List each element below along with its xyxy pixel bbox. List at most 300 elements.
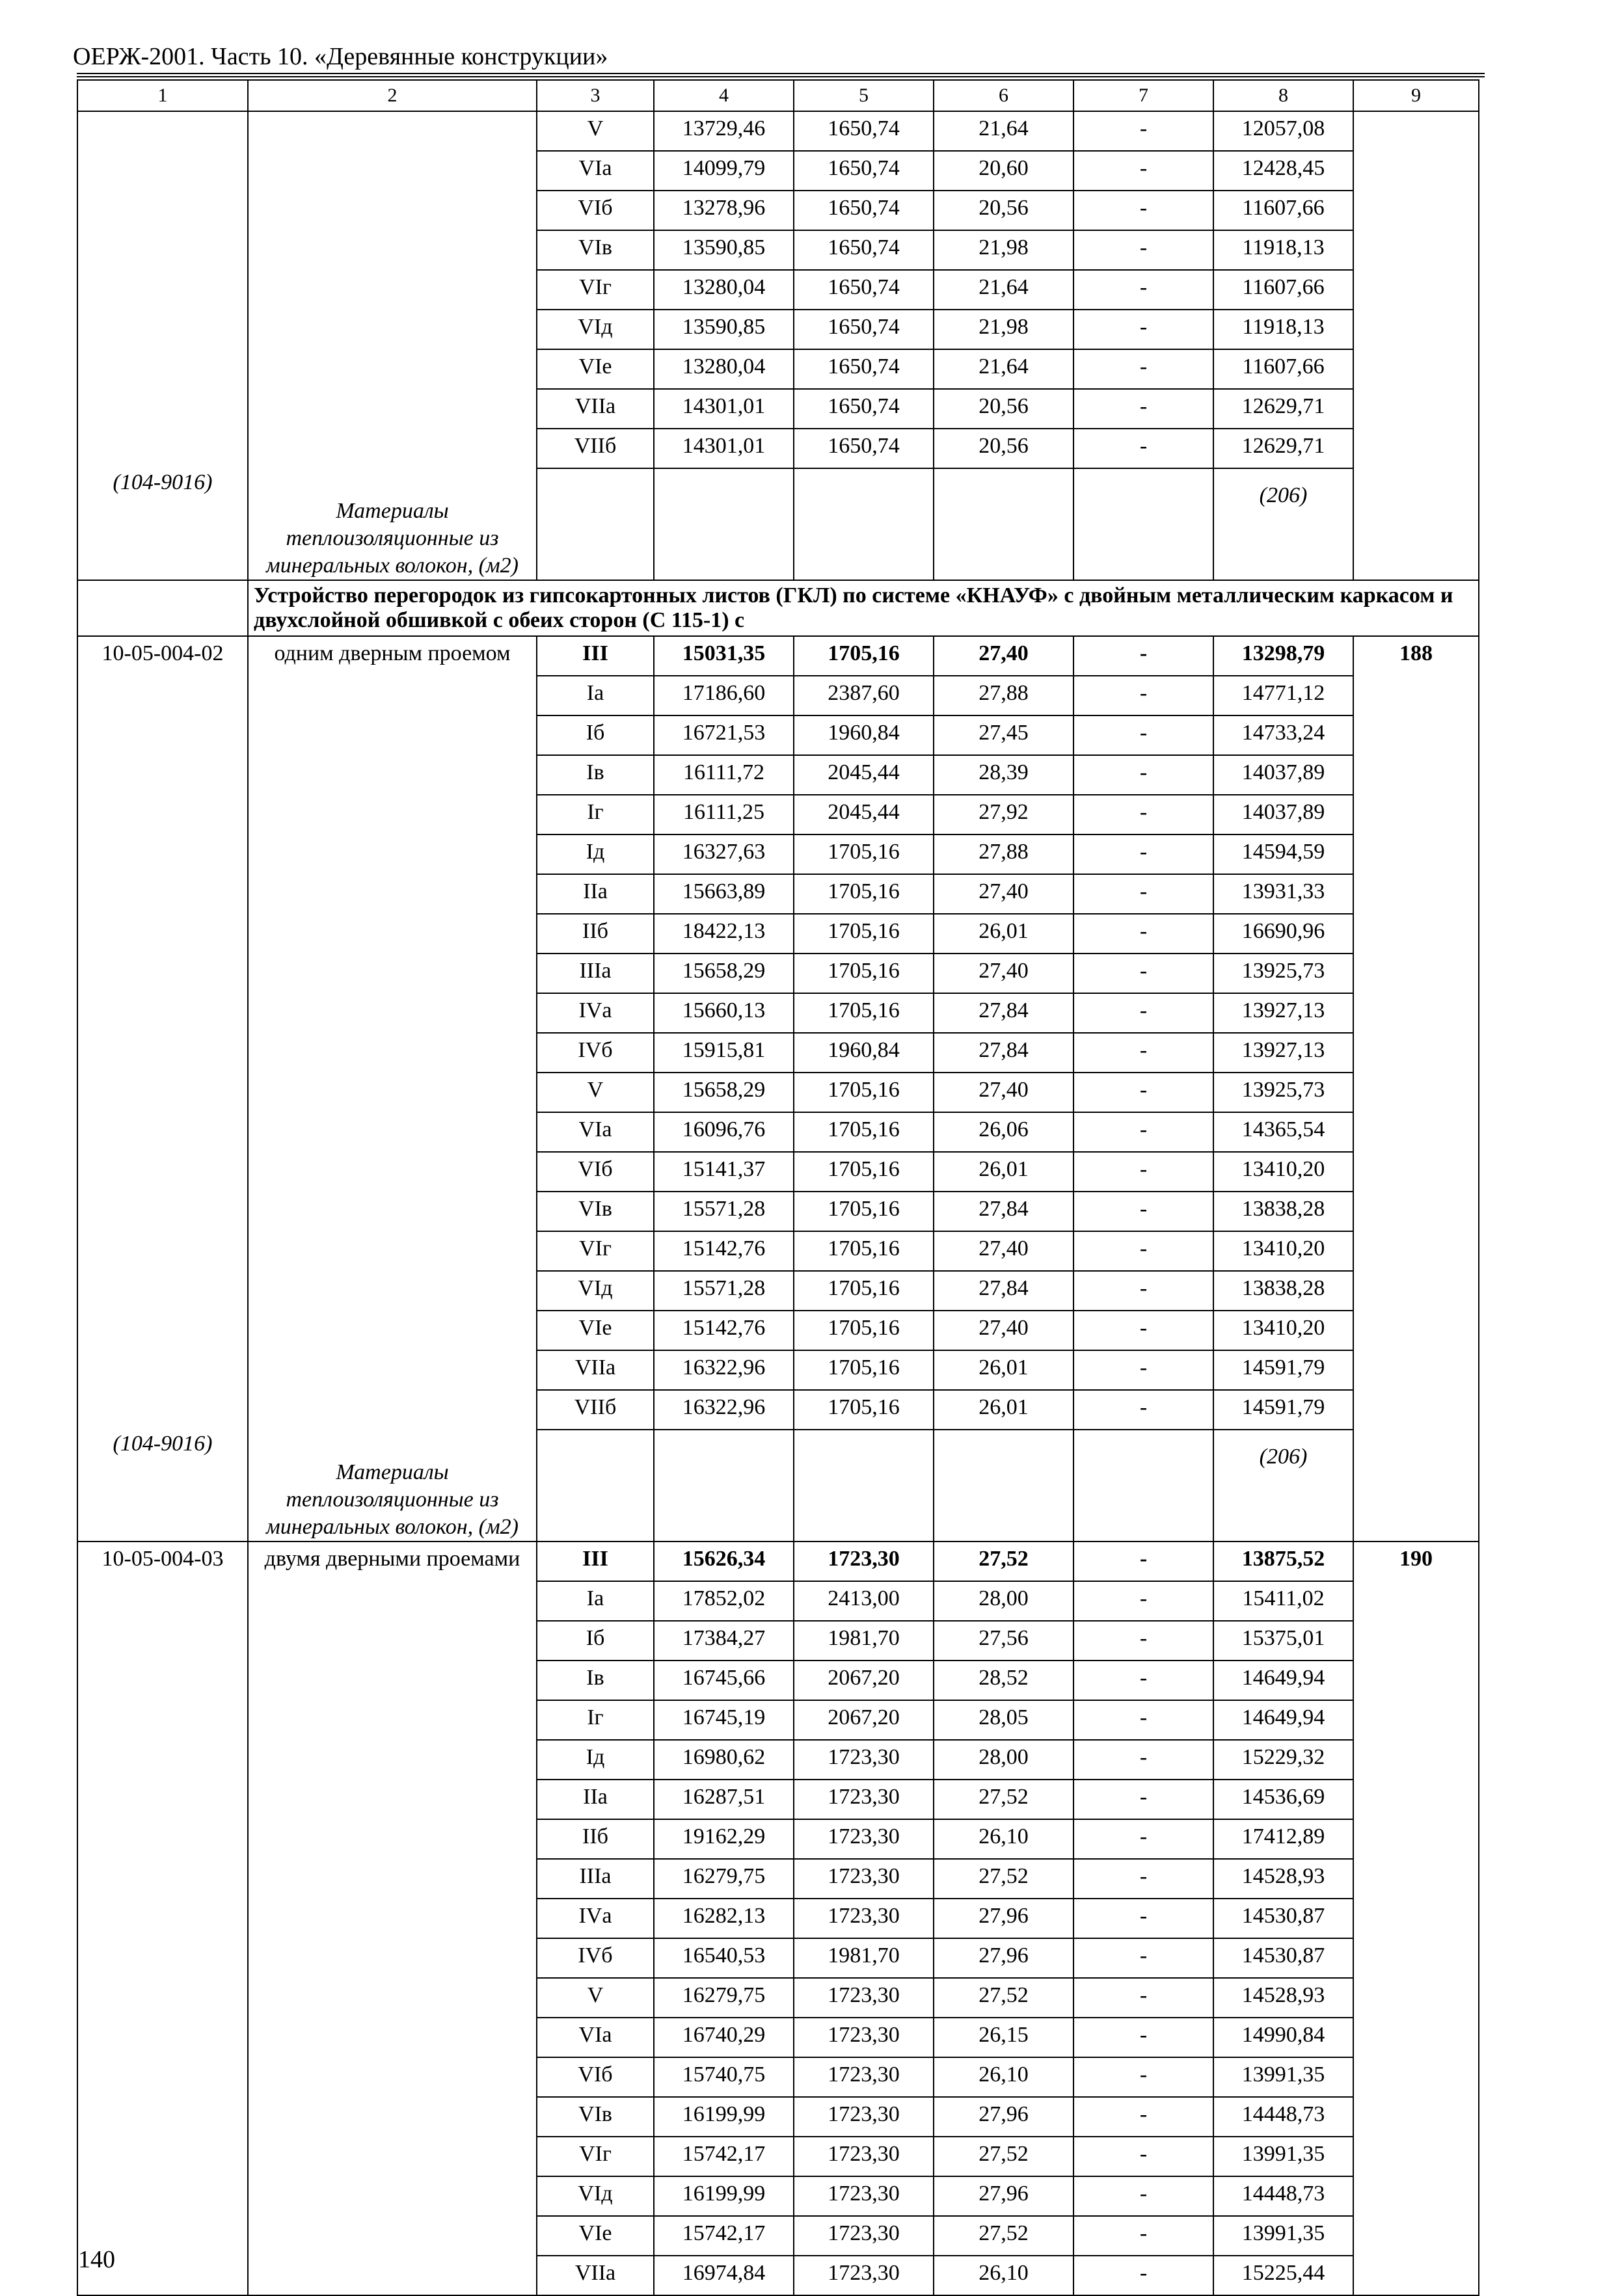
materials-cell: 15225,44 [1213,2256,1353,2295]
machines-cell: 26,10 [934,2256,1073,2295]
materials-cell: 12629,71 [1213,429,1353,468]
column-number: 7 [1073,80,1213,111]
machines-cell: 28,00 [934,1581,1073,1621]
materials-cell: 11607,66 [1213,270,1353,310]
region-cell: Iа [537,676,654,715]
materials-cell: 12428,45 [1213,151,1353,191]
direct-cost-cell: 16199,99 [654,2097,794,2137]
wages-cell: 1650,74 [794,310,934,349]
direct-cost-cell: 13729,46 [654,111,794,151]
direct-cost-cell: 15740,75 [654,2057,794,2097]
machines-cell: 27,84 [934,993,1073,1033]
reference-cell: 190 [1353,1542,1479,2295]
machinists-wages-cell: - [1073,191,1213,230]
region-cell: IIб [537,1819,654,1859]
direct-cost-cell: 15658,29 [654,954,794,993]
material-machines-cell [934,468,1073,580]
direct-cost-cell: 16721,53 [654,715,794,755]
direct-cost-cell: 16540,53 [654,1938,794,1978]
reference-cell [1353,111,1479,580]
machinists-wages-cell: - [1073,349,1213,389]
direct-cost-cell: 13278,96 [654,191,794,230]
machines-cell: 27,96 [934,1899,1073,1938]
direct-cost-cell: 15141,37 [654,1152,794,1192]
direct-cost-cell: 13280,04 [654,270,794,310]
machines-cell: 27,45 [934,715,1073,755]
direct-cost-cell: 16745,19 [654,1700,794,1740]
machinists-wages-cell: - [1073,954,1213,993]
machines-cell: 28,05 [934,1700,1073,1740]
region-cell: III [537,1542,654,1581]
machinists-wages-cell: - [1073,2097,1213,2137]
wages-cell: 1723,30 [794,2216,934,2256]
wages-cell: 1723,30 [794,2256,934,2295]
region-cell: IVа [537,1899,654,1938]
machines-cell: 28,39 [934,755,1073,795]
machines-cell: 21,98 [934,230,1073,270]
machines-cell: 26,15 [934,2018,1073,2057]
region-cell: IIа [537,1780,654,1819]
materials-cell: 13875,52 [1213,1542,1353,1581]
machines-cell: 27,88 [934,834,1073,874]
column-number-row [77,80,1479,111]
wages-cell: 1650,74 [794,389,934,429]
materials-cell: 11918,13 [1213,310,1353,349]
direct-cost-cell: 15742,17 [654,2137,794,2176]
description-cell [248,636,537,1542]
machines-cell: 26,01 [934,914,1073,954]
region-cell: Iв [537,755,654,795]
region-cell: Iг [537,795,654,834]
materials-cell: 14530,87 [1213,1938,1353,1978]
region-cell: VIIа [537,1350,654,1390]
machinists-wages-cell: - [1073,230,1213,270]
machines-cell: 27,52 [934,1542,1073,1581]
materials-cell: 13927,13 [1213,993,1353,1033]
machinists-wages-cell: - [1073,1350,1213,1390]
material-region-cell [537,1430,654,1542]
machinists-wages-cell: - [1073,2057,1213,2097]
wages-cell: 1723,30 [794,2097,934,2137]
direct-cost-cell: 14301,01 [654,429,794,468]
wages-cell: 1981,70 [794,1621,934,1661]
machinists-wages-cell: - [1073,1661,1213,1700]
wages-cell: 1705,16 [794,834,934,874]
wages-cell: 1650,74 [794,429,934,468]
machinists-wages-cell: - [1073,1780,1213,1819]
materials-cell: 13298,79 [1213,636,1353,676]
region-cell: VIг [537,270,654,310]
material-value-cell [1213,468,1353,580]
region-cell: IIIа [537,954,654,993]
wages-cell: 1723,30 [794,1780,934,1819]
wages-cell: 1705,16 [794,1390,934,1430]
description-cell [248,111,537,580]
machines-cell: 27,40 [934,954,1073,993]
region-cell: IVа [537,993,654,1033]
materials-cell: 13927,13 [1213,1033,1353,1073]
region-cell: VIг [537,2137,654,2176]
material-direct-cost-cell [654,468,794,580]
machinists-wages-cell: - [1073,1581,1213,1621]
material-machines-cell [934,1430,1073,1542]
wages-cell: 1960,84 [794,1033,934,1073]
machinists-wages-cell: - [1073,2018,1213,2057]
table-row [77,111,1479,151]
region-cell: VIв [537,230,654,270]
region-cell: VIд [537,2176,654,2216]
direct-cost-cell: 14099,79 [654,151,794,191]
material-direct-cost-cell [654,1430,794,1542]
machines-cell: 26,01 [934,1390,1073,1430]
direct-cost-cell: 15660,13 [654,993,794,1033]
wages-cell: 1705,16 [794,1112,934,1152]
region-cell: IVб [537,1938,654,1978]
machines-cell: 20,56 [934,191,1073,230]
direct-cost-cell: 16327,63 [654,834,794,874]
material-value-cell [1213,1430,1353,1542]
material-name: Материалы теплоизоляционные из минеральных волокон, (м2) [266,499,519,578]
wages-cell: 1723,30 [794,2176,934,2216]
machinists-wages-cell: - [1073,874,1213,914]
header-rule-top [77,73,1485,74]
direct-cost-cell: 13590,85 [654,310,794,349]
wages-cell: 1981,70 [794,1938,934,1978]
wages-cell: 1705,16 [794,1271,934,1311]
region-cell: VIе [537,1311,654,1350]
wages-cell: 1723,30 [794,1899,934,1938]
code-cell [77,636,248,1542]
machinists-wages-cell: - [1073,636,1213,676]
region-cell: VIIа [537,2256,654,2295]
region-cell: IIб [537,914,654,954]
direct-cost-cell: 16745,66 [654,1661,794,1700]
materials-cell: 12057,08 [1213,111,1353,151]
direct-cost-cell: 16111,72 [654,755,794,795]
machinists-wages-cell: - [1073,1621,1213,1661]
direct-cost-cell: 15571,28 [654,1271,794,1311]
direct-cost-cell: 15658,29 [654,1073,794,1112]
machinists-wages-cell: - [1073,993,1213,1033]
direct-cost-cell: 16279,75 [654,1978,794,2018]
machinists-wages-cell: - [1073,795,1213,834]
region-cell: VIа [537,151,654,191]
materials-cell: 13925,73 [1213,954,1353,993]
materials-cell: 14528,93 [1213,1859,1353,1899]
wages-cell: 1960,84 [794,715,934,755]
materials-cell: 11607,66 [1213,349,1353,389]
machinists-wages-cell: - [1073,1033,1213,1073]
machinists-wages-cell: - [1073,270,1213,310]
materials-cell: 13410,20 [1213,1311,1353,1350]
wages-cell: 1705,16 [794,1073,934,1112]
direct-cost-cell: 14301,01 [654,389,794,429]
item-code: 10-05-004-02 [101,641,224,665]
region-cell: VIд [537,1271,654,1311]
rates-table-body [77,80,1479,2295]
wages-cell: 1723,30 [794,1859,934,1899]
machinists-wages-cell: - [1073,1073,1213,1112]
materials-cell: 15229,32 [1213,1740,1353,1780]
machines-cell: 26,10 [934,2057,1073,2097]
wages-cell: 1705,16 [794,914,934,954]
direct-cost-cell: 15571,28 [654,1192,794,1231]
column-number: 6 [934,80,1073,111]
item-code: 10-05-004-03 [101,1547,224,1571]
materials-cell: 12629,71 [1213,389,1353,429]
materials-cell: 14448,73 [1213,2176,1353,2216]
item-description: двумя дверными проемами [264,1547,520,1571]
machinists-wages-cell: - [1073,151,1213,191]
machines-cell: 27,40 [934,1311,1073,1350]
machines-cell: 26,10 [934,1819,1073,1859]
reference-cell: 188 [1353,636,1479,1542]
material-value: (206) [1259,483,1308,507]
page-header-title: ОЕРЖ-2001. Часть 10. «Деревянные конструкции» [73,43,608,70]
region-cell: VIд [537,310,654,349]
wages-cell: 1650,74 [794,230,934,270]
materials-cell: 14733,24 [1213,715,1353,755]
wages-cell: 1723,30 [794,2018,934,2057]
region-cell: VIб [537,2057,654,2097]
machines-cell: 28,52 [934,1661,1073,1700]
wages-cell: 1650,74 [794,191,934,230]
region-cell: Iг [537,1700,654,1740]
machines-cell: 21,64 [934,349,1073,389]
machinists-wages-cell: - [1073,1819,1213,1859]
wages-cell: 2045,44 [794,755,934,795]
table-row [77,636,1479,676]
direct-cost-cell: 16740,29 [654,2018,794,2057]
material-wages-cell [794,468,934,580]
machinists-wages-cell: - [1073,1152,1213,1192]
machines-cell: 27,84 [934,1192,1073,1231]
materials-cell: 14990,84 [1213,2018,1353,2057]
machines-cell: 27,96 [934,2176,1073,2216]
wages-cell: 1705,16 [794,1350,934,1390]
machinists-wages-cell: - [1073,1859,1213,1899]
direct-cost-cell: 16096,76 [654,1112,794,1152]
materials-cell: 16690,96 [1213,914,1353,954]
materials-cell: 14448,73 [1213,2097,1353,2137]
region-cell: IIIа [537,1859,654,1899]
region-cell: Iб [537,1621,654,1661]
region-cell: VIе [537,2216,654,2256]
machinists-wages-cell: - [1073,914,1213,954]
region-cell: V [537,1978,654,2018]
region-cell: VIб [537,191,654,230]
materials-cell: 13838,28 [1213,1271,1353,1311]
wages-cell: 2067,20 [794,1700,934,1740]
item-description: одним дверным проемом [274,641,511,665]
wages-cell: 1705,16 [794,1192,934,1231]
material-value: (206) [1259,1445,1308,1469]
wages-cell: 2413,00 [794,1581,934,1621]
materials-cell: 14530,87 [1213,1899,1353,1938]
material-machinists-wages-cell [1073,1430,1213,1542]
column-number: 9 [1353,80,1479,111]
material-wages-cell [794,1430,934,1542]
materials-cell: 14037,89 [1213,755,1353,795]
page-number: 140 [78,2246,115,2273]
machinists-wages-cell: - [1073,111,1213,151]
direct-cost-cell: 15626,34 [654,1542,794,1581]
machines-cell: 27,40 [934,1231,1073,1271]
machinists-wages-cell: - [1073,1311,1213,1350]
region-cell: Iа [537,1581,654,1621]
region-cell: VIа [537,1112,654,1152]
machines-cell: 27,40 [934,636,1073,676]
column-number: 8 [1213,80,1353,111]
direct-cost-cell: 17384,27 [654,1621,794,1661]
wages-cell: 1650,74 [794,151,934,191]
material-machinists-wages-cell [1073,468,1213,580]
materials-cell: 13931,33 [1213,874,1353,914]
direct-cost-cell: 15031,35 [654,636,794,676]
machinists-wages-cell: - [1073,2216,1213,2256]
machines-cell: 27,96 [934,1938,1073,1978]
region-cell: VIе [537,349,654,389]
materials-cell: 14594,59 [1213,834,1353,874]
machinists-wages-cell: - [1073,1978,1213,2018]
machinists-wages-cell: - [1073,755,1213,795]
materials-cell: 11918,13 [1213,230,1353,270]
machines-cell: 21,64 [934,111,1073,151]
table-row [77,1542,1479,1581]
direct-cost-cell: 16322,96 [654,1350,794,1390]
material-code: (104-9016) [113,470,213,494]
machines-cell: 27,40 [934,1073,1073,1112]
machinists-wages-cell: - [1073,1700,1213,1740]
materials-cell: 13991,35 [1213,2137,1353,2176]
region-cell: Iд [537,1740,654,1780]
materials-cell: 14649,94 [1213,1700,1353,1740]
materials-cell: 14591,79 [1213,1390,1353,1430]
region-cell: VIв [537,1192,654,1231]
column-number: 4 [654,80,794,111]
materials-cell: 13410,20 [1213,1231,1353,1271]
machinists-wages-cell: - [1073,834,1213,874]
direct-cost-cell: 15915,81 [654,1033,794,1073]
machines-cell: 28,00 [934,1740,1073,1780]
machinists-wages-cell: - [1073,1899,1213,1938]
materials-cell: 14365,54 [1213,1112,1353,1152]
machinists-wages-cell: - [1073,1740,1213,1780]
region-cell: VIа [537,2018,654,2057]
direct-cost-cell: 15663,89 [654,874,794,914]
machines-cell: 27,84 [934,1271,1073,1311]
header-rule-bottom [77,76,1485,77]
materials-cell: 14536,69 [1213,1780,1353,1819]
wages-cell: 1723,30 [794,2137,934,2176]
direct-cost-cell: 16199,99 [654,2176,794,2216]
direct-cost-cell: 19162,29 [654,1819,794,1859]
wages-cell: 1705,16 [794,1311,934,1350]
region-cell: VIIб [537,1390,654,1430]
wages-cell: 1723,30 [794,1740,934,1780]
direct-cost-cell: 16974,84 [654,2256,794,2295]
machines-cell: 27,52 [934,2216,1073,2256]
machines-cell: 27,52 [934,1780,1073,1819]
description-cell [248,1542,537,2295]
region-cell: V [537,1073,654,1112]
section-code-cell [77,580,248,636]
materials-cell: 14037,89 [1213,795,1353,834]
region-cell: VIв [537,2097,654,2137]
machines-cell: 21,98 [934,310,1073,349]
materials-cell: 11607,66 [1213,191,1353,230]
wages-cell: 1650,74 [794,349,934,389]
region-cell: III [537,636,654,676]
materials-cell: 13925,73 [1213,1073,1353,1112]
machinists-wages-cell: - [1073,715,1213,755]
direct-cost-cell: 15742,17 [654,2216,794,2256]
direct-cost-cell: 15142,76 [654,1311,794,1350]
machinists-wages-cell: - [1073,1542,1213,1581]
materials-cell: 15411,02 [1213,1581,1353,1621]
wages-cell: 1723,30 [794,1978,934,2018]
wages-cell: 1705,16 [794,1152,934,1192]
column-number: 1 [77,80,248,111]
wages-cell: 1723,30 [794,1542,934,1581]
region-cell: VIIа [537,389,654,429]
machines-cell: 20,60 [934,151,1073,191]
column-number: 5 [794,80,934,111]
wages-cell: 1705,16 [794,874,934,914]
materials-cell: 15375,01 [1213,1621,1353,1661]
region-cell: IVб [537,1033,654,1073]
materials-cell: 13991,35 [1213,2057,1353,2097]
wages-cell: 2045,44 [794,795,934,834]
machinists-wages-cell: - [1073,2176,1213,2216]
rates-table [77,79,1479,2296]
machines-cell: 26,06 [934,1112,1073,1152]
direct-cost-cell: 16282,13 [654,1899,794,1938]
region-cell: V [537,111,654,151]
region-cell: VIIб [537,429,654,468]
section-title-row [77,580,1479,636]
direct-cost-cell: 18422,13 [654,914,794,954]
machinists-wages-cell: - [1073,1112,1213,1152]
materials-cell: 14528,93 [1213,1978,1353,2018]
machines-cell: 27,52 [934,1859,1073,1899]
machinists-wages-cell: - [1073,2256,1213,2295]
wages-cell: 1705,16 [794,1231,934,1271]
materials-cell: 13838,28 [1213,1192,1353,1231]
materials-cell: 14649,94 [1213,1661,1353,1700]
material-code: (104-9016) [113,1432,213,1456]
direct-cost-cell: 16111,25 [654,795,794,834]
machines-cell: 20,56 [934,429,1073,468]
machinists-wages-cell: - [1073,1938,1213,1978]
machinists-wages-cell: - [1073,1192,1213,1231]
machines-cell: 27,88 [934,676,1073,715]
materials-cell: 13410,20 [1213,1152,1353,1192]
direct-cost-cell: 16279,75 [654,1859,794,1899]
region-cell: Iб [537,715,654,755]
region-cell: IIа [537,874,654,914]
machines-cell: 27,84 [934,1033,1073,1073]
machines-cell: 27,96 [934,2097,1073,2137]
column-number: 2 [248,80,537,111]
wages-cell: 1705,16 [794,636,934,676]
machinists-wages-cell: - [1073,1390,1213,1430]
machinists-wages-cell: - [1073,389,1213,429]
direct-cost-cell: 16322,96 [654,1390,794,1430]
region-cell: Iд [537,834,654,874]
machinists-wages-cell: - [1073,429,1213,468]
materials-cell: 14771,12 [1213,676,1353,715]
